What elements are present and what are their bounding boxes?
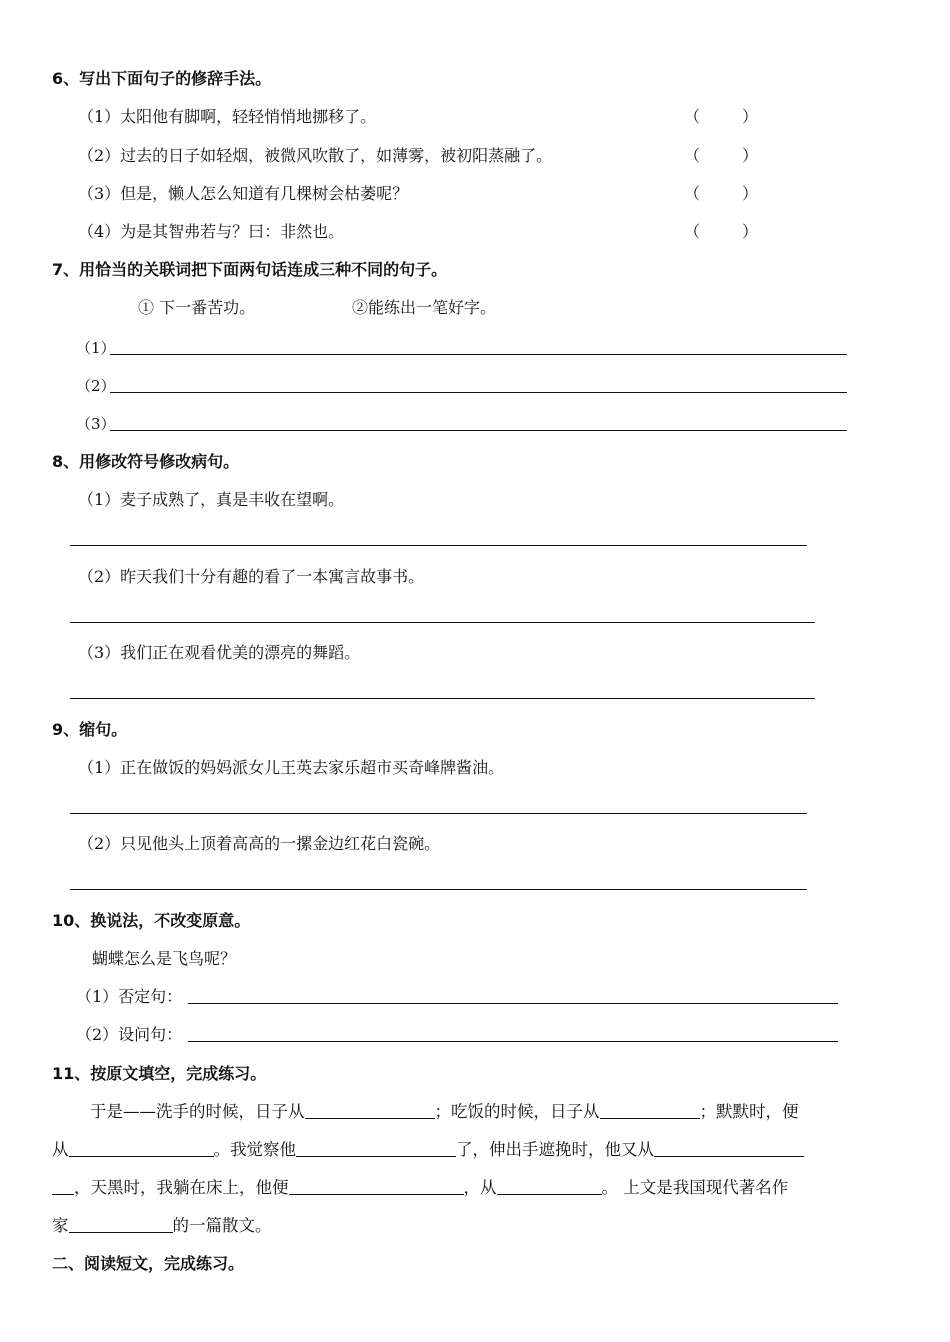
q11-blank-3[interactable] (69, 1140, 214, 1157)
q6-item-1: （1）太阳他有脚啊，轻轻悄悄地挪移了。 (78, 107, 377, 126)
q6-item-2: （2）过去的日子如轻烟，被微风吹散了，如薄雾，被初阳蒸融了。 (78, 146, 553, 165)
q11-line-2: 从 。我觉察他 了，伸出手遮挽时，他又从 (52, 1139, 804, 1161)
q11-blank-6[interactable] (289, 1178, 464, 1195)
q9-answer-line-2[interactable] (70, 889, 807, 890)
q6-item-3: （3）但是，懒人怎么知道有几棵树会枯萎呢？ (78, 184, 409, 203)
q7-line-label-2: （2） (76, 377, 116, 395)
q8-answer-line-2[interactable] (70, 622, 815, 623)
q11-blank-7[interactable] (497, 1178, 602, 1195)
q11-line-1: 于是——洗手的时候，日子从 ；吃饭的时候，日子从 ；默默时，便 (90, 1102, 799, 1121)
q7-clause-2: ②能练出一笔好字。 (352, 298, 497, 317)
q9-title: 9、缩句。 (52, 720, 128, 739)
q8-answer-line-1[interactable] (70, 545, 807, 546)
section-2-title: 二、阅读短文，完成练习。 (52, 1254, 245, 1273)
q7-line-label-1: （1） (76, 339, 116, 357)
q11-line-4: 家 的一篇散文。 (52, 1216, 272, 1235)
q7-answer-line-2[interactable] (110, 392, 847, 393)
q10-answer-line-2[interactable] (188, 1041, 838, 1042)
q6-title: 6、写出下面句子的修辞手法。 (52, 69, 272, 88)
q7-title: 7、用恰当的关联词把下面两句话连成三种不同的句子。 (52, 260, 448, 279)
q11-blank-4[interactable] (296, 1140, 456, 1157)
q8-title: 8、用修改符号修改病句。 (52, 452, 240, 471)
q11-blank-5[interactable] (654, 1140, 804, 1157)
q8-item-3: （3）我们正在观看优美的漂亮的舞蹈。 (78, 643, 361, 662)
q11-line-3: ，天黑时，我躺在床上，他便 ，从 。 上文是我国现代著名作 (52, 1177, 788, 1199)
q7-answer-line-1[interactable] (110, 354, 847, 355)
q8-item-1: （1）麦子成熟了，真是丰收在望啊。 (78, 490, 345, 509)
q6-item-4: （4）为是其智弗若与？曰：非然也。 (78, 222, 345, 241)
q7-clause-1: ① 下一番苦功。 (138, 298, 256, 317)
q8-answer-line-3[interactable] (70, 698, 815, 699)
q9-answer-line-1[interactable] (70, 813, 807, 814)
q10-answer-line-1[interactable] (188, 1003, 838, 1004)
q7-line-label-3: （3） (76, 415, 116, 433)
q11-blank-5-continued[interactable] (52, 1178, 74, 1195)
q8-item-2: （2）昨天我们十分有趣的看了一本寓言故事书。 (78, 567, 425, 586)
q11-blank-1[interactable] (305, 1102, 435, 1119)
q9-item-1: （1）正在做饭的妈妈派女儿王英去家乐超市买奇峰牌酱油。 (78, 758, 505, 777)
q10-line-label-1: （1）否定句： (76, 987, 183, 1006)
q11-blank-2[interactable] (600, 1102, 700, 1119)
q10-title: 10、换说法，不改变原意。 (52, 911, 251, 930)
q11-blank-8[interactable] (69, 1216, 173, 1233)
q11-title: 11、按原文填空，完成练习。 (52, 1064, 267, 1083)
q7-answer-line-3[interactable] (110, 430, 847, 431)
q10-line-label-2: （2）设问句： (76, 1025, 183, 1044)
q10-sentence: 蝴蝶怎么是飞鸟呢？ (92, 949, 237, 968)
q9-item-2: （2）只见他头上顶着高高的一摞金边红花白瓷碗。 (78, 834, 441, 853)
